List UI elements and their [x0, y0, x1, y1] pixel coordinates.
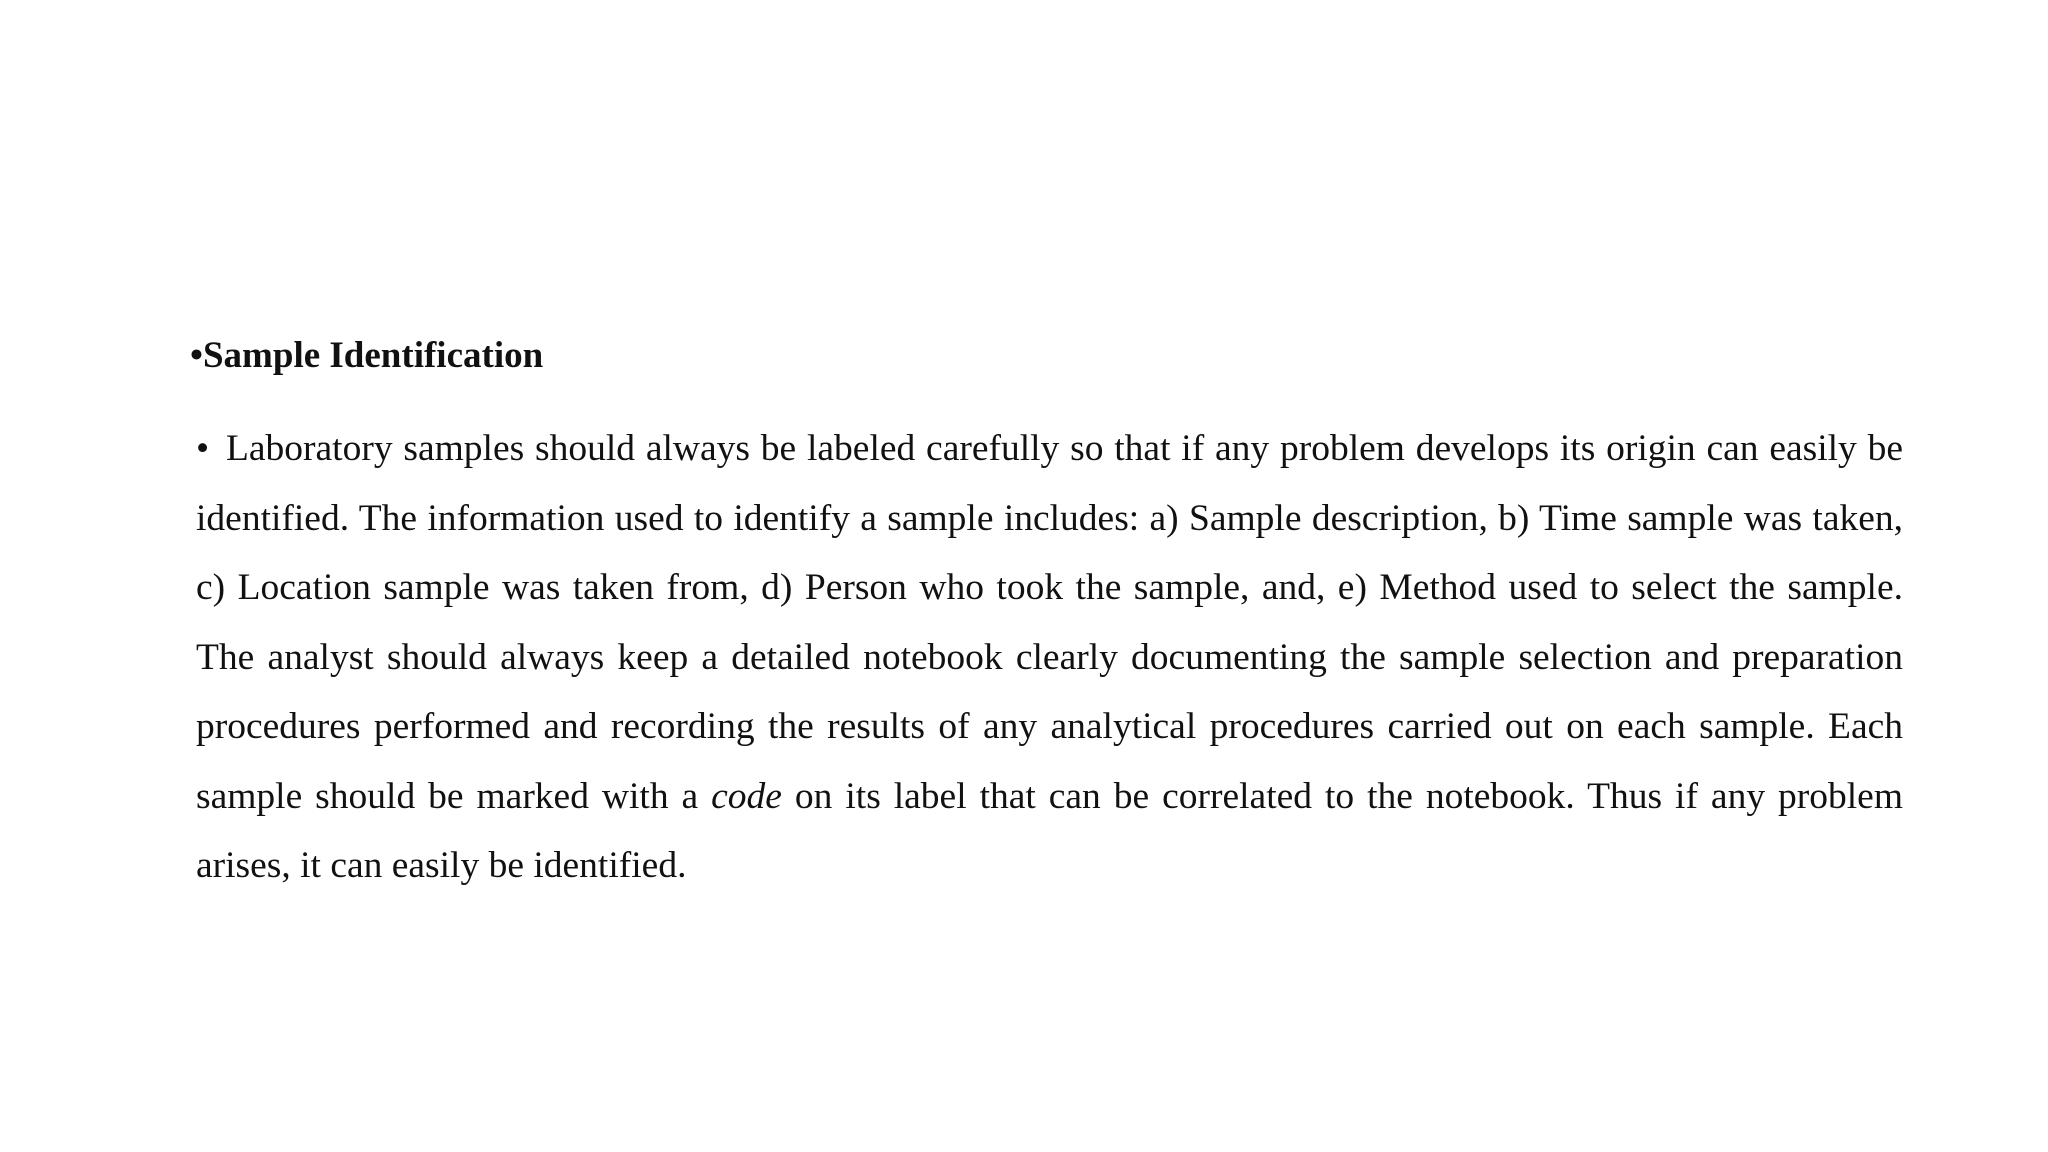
body-text-part2: on its label that can be correlated to the notebook. Thus if any problem arises, it can easily be identified. — [196, 775, 1903, 886]
title-text: Sample Identification — [202, 335, 544, 376]
title-bullet: • — [190, 335, 203, 376]
body-text-part1: Laboratory samples should always be labeled carefully so that if any problem develops its origin can easily be identified. The information used to identify a sample includes: a) Sample description, b) Time sample was taken, c) Location sample was taken from, d) Person who took the sample, and, e) Method used to select the sample. The analyst should always keep a detailed notebook clearly documenting the sample selection and preparation procedures performed and recording the results of any analytical procedures carried out on each sample. Each sample should be marked with a — [196, 428, 1903, 817]
body-bullet: • — [196, 428, 210, 469]
body-text-code: code — [711, 775, 782, 817]
body-paragraph — [196, 414, 1903, 901]
slide-title — [190, 333, 543, 379]
